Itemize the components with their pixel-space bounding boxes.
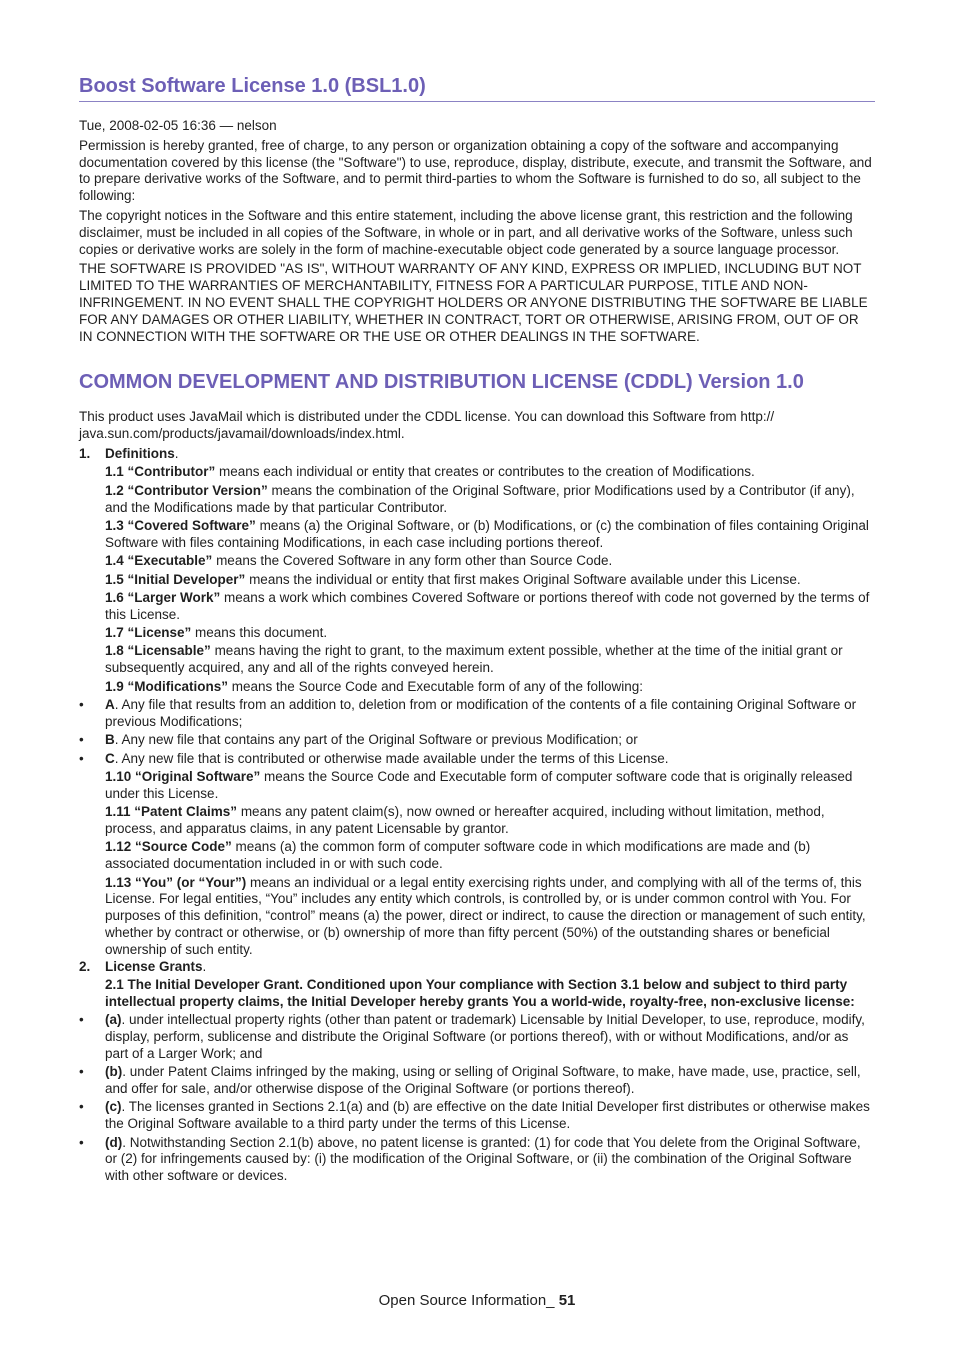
footer-label: Open Source Information_: [378, 1292, 555, 1309]
definition-item: 1.8 “Licensable” means having the right to grant, to the maximum extent possible, whether at the time of the initial grant or subsequently acquired, any and all of the rights conveyed herein.: [105, 643, 843, 676]
bullet-item: • B. Any new file that contains any part of the Original Software or previous Modification; or: [79, 732, 638, 748]
section-title: Definitions: [105, 445, 175, 461]
bullet-item: • (a). under intellectual property rights (other than patent or trademark) Licensable by Initial Developer, to use, reproduce, modify, display, perform, sublicense and distribute the Original Software (or portions thereof), with or without Modifications, and/or as part of a Larger Work; and: [79, 1012, 865, 1061]
page-content: [79, 72, 875, 1185]
cddl-sections: [79, 446, 875, 1185]
bullet-item: • A. Any file that results from an addition to, deletion from or modification of the contents of a file containing Original Software or previous Modifications;: [79, 697, 857, 729]
definitions-list: [105, 769, 875, 959]
bullet-item: • (c). The licenses granted in Sections 2.1(a) and (b) are effective on the date Initial Developer first distributes or otherwise makes the Original Software available to a third party under the terms of this License.: [79, 1099, 870, 1132]
section-definitions: [79, 446, 875, 959]
page-footer: [0, 1292, 954, 1310]
bullet-icon: •: [79, 697, 84, 713]
bullet-icon: •: [79, 1134, 84, 1150]
section-heading: 2. License Grants.: [79, 958, 207, 974]
section-heading: 1. Definitions.: [79, 445, 179, 461]
bsl-paragraph: Permission is hereby granted, free of charge, to any person or organization obtaining a copy of the software and accompanying documentation covered by this license (the "Software") to use, reproduce, display, distribute, execute, and transmit the Software, and to prepare derivative works of the Software, and to permit third-parties to whom the Software is furnished to do so, all subject to the following:: [79, 137, 872, 204]
definition-item: 1.4 “Executable” means the Covered Software in any form other than Source Code.: [105, 553, 613, 569]
cddl-heading: COMMON DEVELOPMENT AND DISTRIBUTION LICENSE (CDDL) Version 1.0: [79, 371, 804, 394]
definitions-list: [105, 464, 875, 695]
definition-item: 1.10 “Original Software” means the Source Code and Executable form of computer software code that is originally released under this License.: [105, 769, 853, 801]
definition-item: 1.12 “Source Code” means (a) the common form of computer software code in which modifications are made and (b) associated documentation included in or with such code.: [105, 839, 811, 872]
bullet-icon: •: [79, 1064, 84, 1080]
definition-item: 1.2 “Contributor Version” means the combination of the Original Software, prior Modifications used by a Contributor (if any), and the Modifications made by that particular Contributor.: [105, 482, 855, 515]
section-title: License Grants: [105, 958, 203, 974]
grant-paragraph: 2.1 The Initial Developer Grant. Conditioned upon Your compliance with Section 3.1 below and subject to third party intellectual property claims, the Initial Developer hereby grants You a world-wide, royalty-free, non-exclusive license:: [105, 976, 855, 1009]
bullet-icon: •: [79, 1012, 84, 1028]
cddl-intro: This product uses JavaMail which is distributed under the CDDL license. You can download this Software from http:// java.sun.com/products/javamail/downloads/index.html.: [79, 409, 775, 442]
bullet-item: • (d). Notwithstanding Section 2.1(b) above, no patent license is granted: (1) for code that You delete from the Original Software, or (2) for infringements caused by: (i) the modification of the Original Software, or (ii) the combination of the Original Software with other software or devices.: [79, 1134, 861, 1184]
bsl-paragraph: THE SOFTWARE IS PROVIDED "AS IS", WITHOUT WARRANTY OF ANY KIND, EXPRESS OR IMPLIED, INCLUDING BUT NOT LIMITED TO THE WARRANTIES OF MERCHANTABILITY, FITNESS FOR A PARTICULAR PURPOSE, TITLE AND NON-INFRINGEMENT. IN NO EVENT SHALL THE COPYRIGHT HOLDERS OR ANYONE DISTRIBUTING THE SOFTWARE BE LIABLE FOR ANY DAMAGES OR OTHER LIABILITY, WHETHER IN CONTRACT, TORT OR OTHERWISE, ARISING FROM, OUT OF OR IN CONNECTION WITH THE SOFTWARE OR THE USE OR OTHER DEALINGS IN THE SOFTWARE.: [79, 261, 868, 344]
definition-item: 1.1 “Contributor” means each individual or entity that creates or contributes to the creation of Modifications.: [105, 464, 755, 480]
section-license-grants: [79, 959, 875, 1185]
bullet-icon: •: [79, 750, 84, 766]
bsl-meta: Tue, 2008-02-05 16:36 — nelson: [79, 118, 277, 133]
definition-item: 1.13 “You” (or “Your”) means an individual or a legal entity exercising rights under, and complying with all of the terms of, this License. For legal entities, “You” includes any entity which controls, is controlled by, or is under common control with You. For purposes of this definition, “control” means (a) the power, direct or indirect, to cause the direction or management of such entity, whether by contract or otherwise, or (b) ownership of more than fifty percent (50%) of the outstanding shares or beneficial ownership of such entity.: [105, 874, 866, 957]
definition-item: 1.3 “Covered Software” means (a) the Original Software, or (b) Modifications, or (c) the combination of files containing Original Software with files containing Modifications, in each case including portions thereof.: [105, 517, 869, 550]
bullet-icon: •: [79, 732, 84, 748]
section-number: 2.: [79, 958, 91, 974]
bsl-heading: Boost Software License 1.0 (BSL1.0): [79, 72, 875, 102]
definition-item: 1.7 “License” means this document.: [105, 625, 328, 641]
bullet-item: • C. Any new file that is contributed or otherwise made available under the terms of this License.: [79, 750, 669, 766]
definition-item: 1.11 “Patent Claims” means any patent claim(s), now owned or hereafter acquired, including without limitation, method, process, and apparatus claims, in any patent Licensable by grantor.: [105, 804, 825, 836]
definition-item: 1.6 “Larger Work” means a work which combines Covered Software or portions thereof with code not governed by the terms of this License.: [105, 589, 870, 622]
bullet-icon: •: [79, 1099, 84, 1115]
bsl-paragraph: The copyright notices in the Software and this entire statement, including the above license grant, this restriction and the following disclaimer, must be included in all copies of the Software, in whole or in part, and all derivative works of the Software, unless such copies or derivative works are solely in the form of machine-executable object code generated by a source language processor.: [79, 207, 853, 257]
page-number: 51: [558, 1292, 576, 1309]
definition-item: 1.5 “Initial Developer” means the individual or entity that first makes Original Software available under this License.: [105, 571, 801, 587]
definition-item: 1.9 “Modifications” means the Source Code and Executable form of any of the following:: [105, 678, 644, 694]
section-number: 1.: [79, 445, 91, 461]
bullet-item: • (b). under Patent Claims infringed by the making, using or selling of Original Software, to make, have made, use, practice, sell, and offer for sale, and/or otherwise dispose of the Original Software (or portions thereof).: [79, 1064, 861, 1096]
